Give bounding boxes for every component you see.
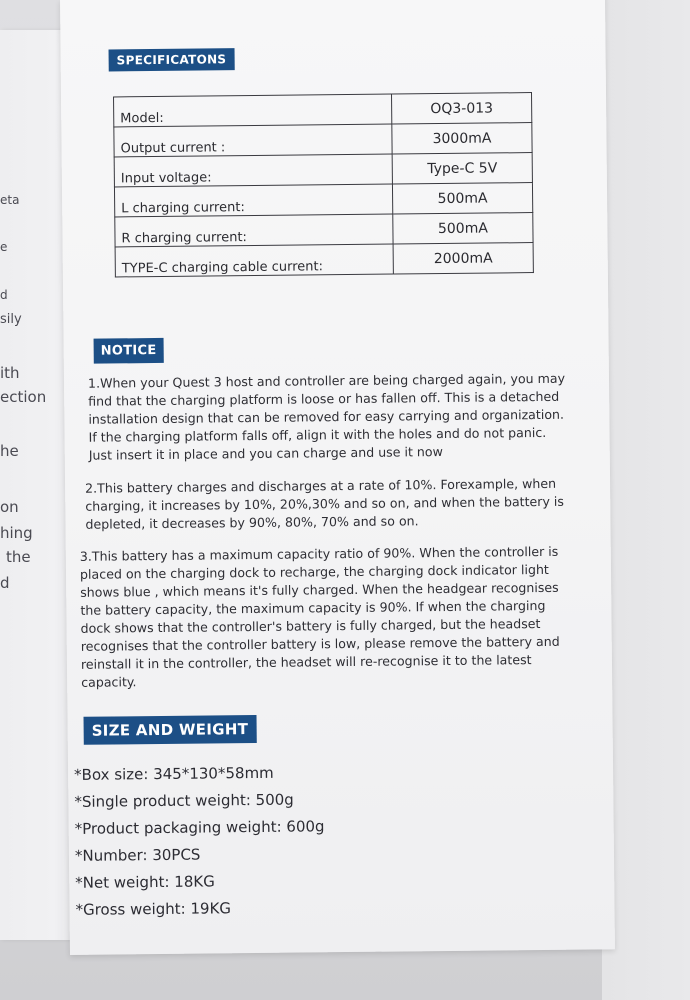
- left-page-fragment: ection: [0, 388, 47, 406]
- spec-label: Model:: [114, 94, 392, 127]
- notice-heading: NOTICE: [94, 338, 164, 364]
- left-page-fragment: eta: [0, 193, 20, 207]
- notice-item: 2.This battery charges and discharges at a rate of 10%. Forexample, when charging, it increases by 10%, 20%,30% and so on, and when the battery is depleted, it decreases by 90%, 80%, 70% and so on.: [85, 475, 565, 532]
- table-row: [114, 183, 532, 217]
- spec-label: R charging current:: [115, 214, 393, 247]
- left-page-fragment: the: [6, 548, 31, 566]
- manual-page: [60, 0, 615, 955]
- specifications-table: [113, 92, 534, 277]
- table-row: [114, 93, 532, 127]
- table-row: [115, 213, 533, 247]
- list-item: *Box size: 345*130*58mm: [74, 763, 274, 784]
- spec-value: 500mA: [393, 213, 533, 244]
- notice-item: 1.When your Quest 3 host and controller are being charged again, you may find that the charging platform is loose or has fallen off. This is a detached installation design that can be removed for easy carrying and organization. If the charging platform falls off, align it with the holes and do not panic. Just insert it in place and you can charge and use it now: [87, 370, 566, 463]
- spec-value: 2000mA: [393, 243, 533, 274]
- spec-value: 3000mA: [392, 123, 532, 154]
- left-page-fragment: hing: [0, 524, 33, 542]
- left-page-fragment: d: [0, 288, 8, 302]
- list-item: *Number: 30PCS: [74, 845, 201, 865]
- left-page-fragment: sily: [0, 312, 22, 327]
- left-page-fragment: on: [0, 498, 19, 516]
- table-row: [114, 123, 532, 157]
- spec-label: Input voltage:: [114, 154, 392, 187]
- spec-label: TYPE-C charging cable current:: [115, 244, 393, 277]
- list-item: *Product packaging weight: 600g: [74, 817, 325, 838]
- list-item: *Single product weight: 500g: [74, 790, 294, 811]
- spec-value: OQ3-013: [392, 93, 532, 124]
- notice-item: 3.This battery has a maximum capacity ratio of 90%. When the controller is placed on the charging dock to recharge, the charging dock indicator light shows blue , which means it's fully charged. When the headgear recognises the battery capacity, the maximum capacity is 90%. If when the charging dock shows that the controller's battery is fully charged, but the headset recognises that the controller battery is low, please remove the battery and reinstall it in the controller, the headset will re-recognise it to the latest capacity.: [79, 543, 560, 690]
- left-page-fragment: he: [0, 442, 19, 460]
- left-page-fragment: e: [0, 240, 8, 254]
- spec-value: 500mA: [392, 183, 532, 214]
- spec-label: Output current :: [114, 124, 392, 157]
- table-row: [115, 243, 533, 277]
- spec-value: Type-C 5V: [392, 153, 532, 184]
- spec-label: L charging current:: [114, 184, 392, 217]
- left-page-fragment: d: [0, 574, 10, 592]
- left-page-fragment: ith: [0, 364, 20, 382]
- list-item: *Net weight: 18KG: [75, 872, 215, 892]
- right-paper: [602, 0, 690, 1000]
- size-weight-list: [74, 759, 326, 924]
- size-weight-heading: SIZE AND WEIGHT: [84, 715, 257, 745]
- table-row: [114, 153, 532, 187]
- list-item: *Gross weight: 19KG: [75, 899, 232, 919]
- specifications-heading: SPECIFICATONS: [109, 48, 235, 71]
